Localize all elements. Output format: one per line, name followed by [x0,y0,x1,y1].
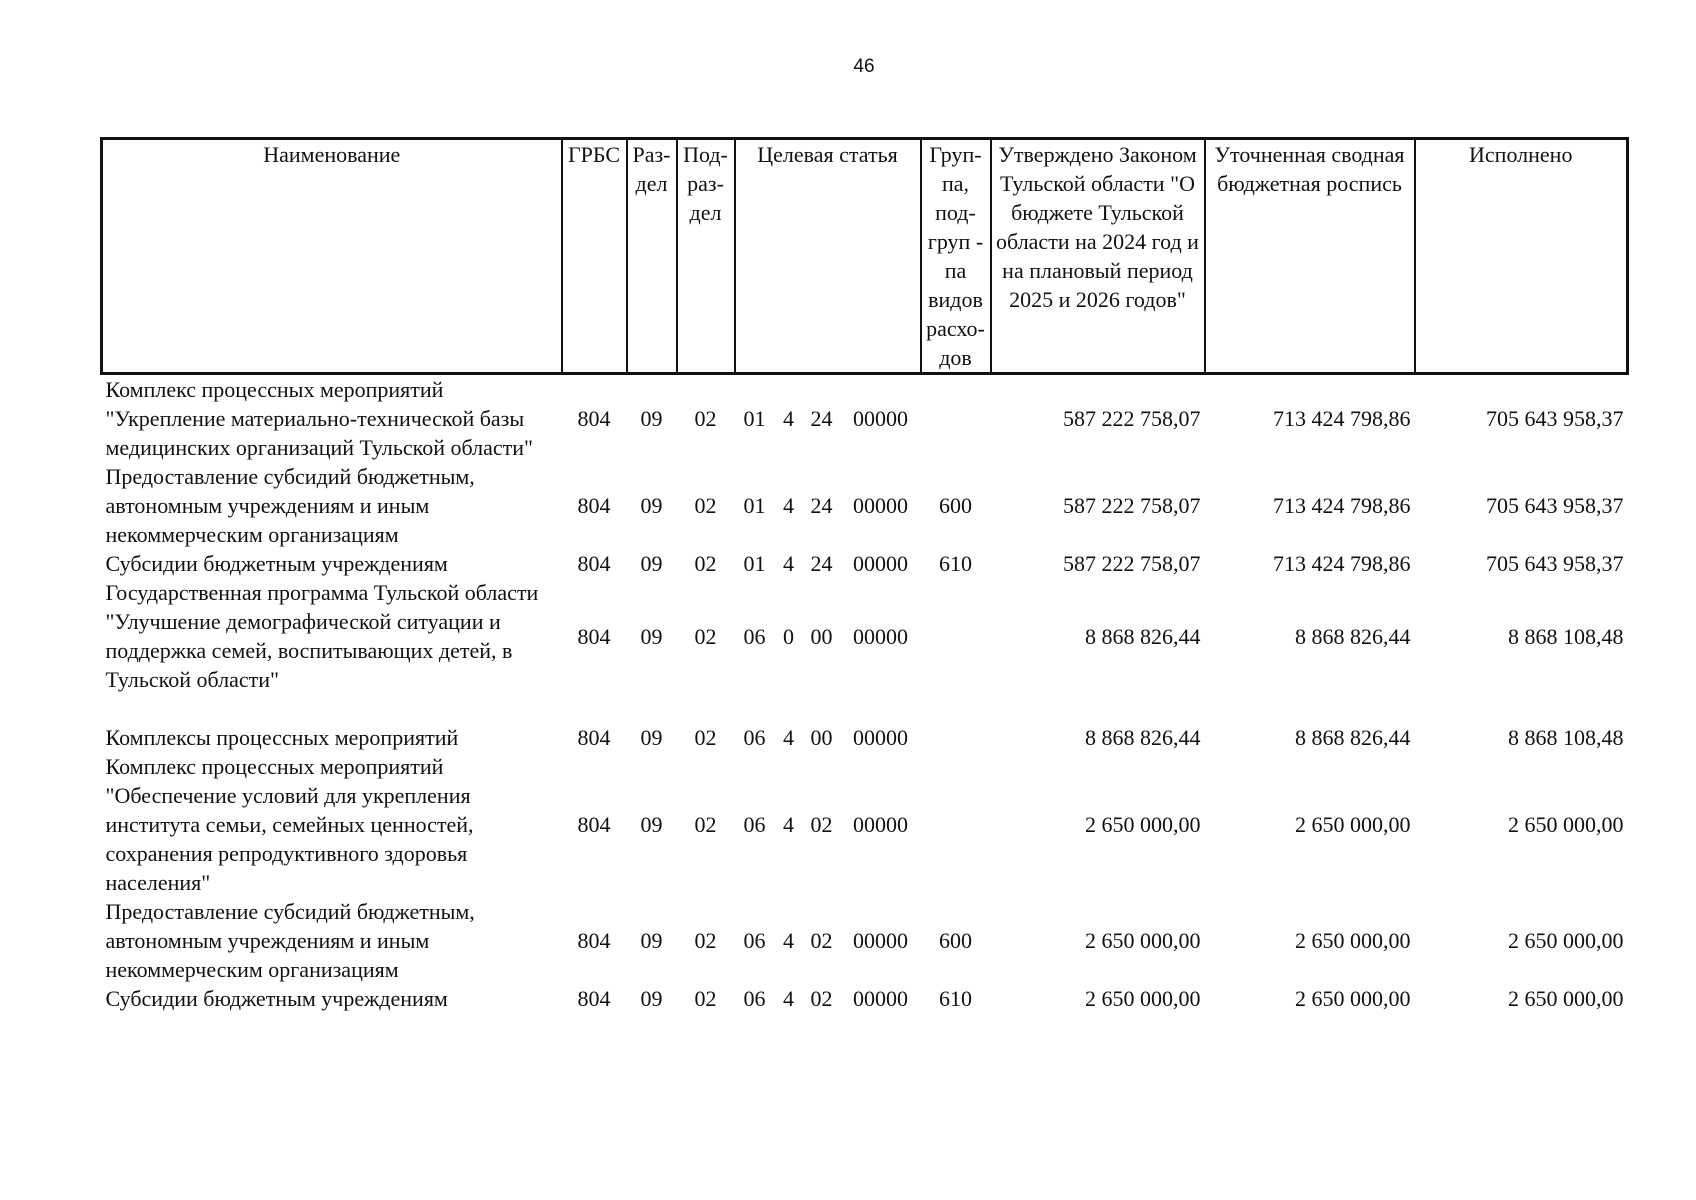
header-name: Наименование [102,139,562,374]
cell-name: Комплексы процессных мероприятий [105,725,459,750]
budget-table [100,137,1629,1013]
cell-specified: 8 868 826,44 [1295,623,1411,649]
cell-specified: 2 650 000,00 [1295,812,1411,837]
cell-vid-rashodov: 600 [939,493,972,518]
cell-razdel: 09 [640,551,663,576]
cell-cs-type: 4 [783,493,794,518]
cell-name: Государственная программа Тульской области "Улучшение демографической ситуации и поддержка семей, воспитывающих детей, в Тульской области" [105,580,539,692]
cell-grbs: 804 [577,928,611,953]
cell-cs-type: 4 [783,725,794,750]
cell-name: Субсидии бюджетным учреждениям [105,551,448,576]
cell-podrazdel: 02 [694,986,717,1011]
cell-razdel: 09 [640,493,663,518]
cell-cs-direction: 00000 [853,493,908,518]
cell-cs-type: 4 [783,812,794,837]
cell-approved: 587 222 758,07 [1063,406,1201,431]
cell-vid-rashodov [921,723,991,752]
cell-name: Комплекс процессных мероприятий "Укрепление материально-технической базы медицинских организаций Тульской области" [105,377,534,460]
cell-name: Предоставление субсидий бюджетным, автономным учреждениям и иным некоммерческим организациям [105,899,475,982]
cell-cs-type: 4 [783,986,794,1011]
cell-cs-structure: 02 [810,812,833,837]
table-row [102,374,1628,463]
table-row [102,723,1628,752]
cell-razdel: 09 [640,725,663,750]
cell-name: Субсидии бюджетным учреждениям [105,986,448,1011]
cell-cs-direction: 00000 [853,623,908,649]
page-number: 46 [853,56,875,77]
cell-executed: 705 643 958,37 [1486,406,1624,431]
cell-approved: 8 868 826,44 [1085,623,1201,649]
cell-grbs: 804 [577,493,611,518]
cell-specified: 713 424 798,86 [1273,406,1411,431]
cell-razdel: 09 [640,406,663,431]
cell-approved: 587 222 758,07 [1063,551,1201,576]
cell-cs-program: 06 [743,725,766,750]
table-row [102,984,1628,1013]
header-grbs: ГРБС [562,139,627,374]
cell-cs-structure: 24 [810,493,833,518]
cell-cs-program: 06 [743,986,766,1011]
table-row [102,462,1628,549]
table-body [102,374,1628,1014]
cell-razdel: 09 [640,812,663,837]
cell-podrazdel: 02 [694,551,717,576]
cell-cs-structure: 02 [810,986,833,1011]
cell-vid-rashodov [921,752,991,897]
header-podrazdel: Под-раз-дел [677,139,735,374]
cell-specified: 2 650 000,00 [1295,986,1411,1011]
cell-cs-structure: 02 [810,928,833,953]
cell-cs-program: 01 [743,406,766,431]
cell-cs-program: 06 [743,928,766,953]
cell-cs-direction: 00000 [853,812,908,837]
cell-vid-rashodov: 610 [939,986,972,1011]
cell-podrazdel: 02 [694,623,717,649]
cell-cs-direction: 00000 [853,725,908,750]
cell-cs-structure: 24 [810,551,833,576]
cell-cs-type: 4 [783,551,794,576]
cell-grbs: 804 [577,725,611,750]
table-header [102,139,1628,374]
cell-vid-rashodov: 600 [939,928,972,953]
header-executed: Исполнено [1415,139,1628,374]
table-row [102,578,1628,723]
cell-cs-direction: 00000 [853,928,908,953]
cell-razdel: 09 [640,928,663,953]
cell-name: Предоставление субсидий бюджетным, автономным учреждениям и иным некоммерческим организациям [105,464,475,547]
cell-razdel: 09 [640,623,663,649]
cell-cs-program: 01 [743,493,766,518]
cell-razdel: 09 [640,986,663,1011]
cell-specified: 2 650 000,00 [1295,928,1411,953]
cell-grbs: 804 [577,406,611,431]
cell-cs-structure: 00 [810,725,833,750]
cell-approved: 8 868 826,44 [1085,725,1201,750]
cell-grbs: 804 [577,623,611,649]
cell-podrazdel: 02 [694,812,717,837]
table-row [102,752,1628,897]
cell-cs-program: 01 [743,551,766,576]
cell-cs-direction: 00000 [853,551,908,576]
cell-executed: 705 643 958,37 [1486,551,1624,576]
cell-grbs: 804 [577,812,611,837]
header-celevaya-statya: Целевая статья [735,139,921,374]
cell-cs-program: 06 [743,623,766,649]
cell-executed: 2 650 000,00 [1508,986,1624,1011]
cell-cs-program: 06 [743,812,766,837]
cell-cs-type: 0 [783,623,794,649]
cell-executed: 705 643 958,37 [1486,493,1624,518]
cell-executed: 2 650 000,00 [1508,928,1624,953]
header-vid-rashodov: Груп-па, под-груп - па видов расхо-дов [921,139,991,374]
cell-podrazdel: 02 [694,406,717,431]
cell-grbs: 804 [577,986,611,1011]
cell-specified: 8 868 826,44 [1295,725,1411,750]
table-row [102,897,1628,984]
cell-vid-rashodov: 610 [939,551,972,576]
cell-approved: 2 650 000,00 [1085,986,1201,1011]
table-row [102,549,1628,578]
cell-cs-direction: 00000 [853,406,908,431]
cell-cs-structure: 00 [810,623,833,649]
cell-podrazdel: 02 [694,493,717,518]
cell-cs-type: 4 [783,928,794,953]
header-specified: Уточненная сводная бюджетная роспись [1205,139,1415,374]
cell-vid-rashodov [921,374,991,463]
header-razdel: Раз-дел [627,139,677,374]
cell-cs-type: 4 [783,406,794,431]
cell-approved: 587 222 758,07 [1063,493,1201,518]
cell-podrazdel: 02 [694,725,717,750]
cell-cs-direction: 00000 [853,986,908,1011]
cell-executed: 2 650 000,00 [1508,812,1624,837]
cell-cs-structure: 24 [810,406,833,431]
cell-name: Комплекс процессных мероприятий "Обеспечение условий для укрепления института семьи, семейных ценностей, сохранения репродуктивного здоровья населения" [105,754,474,895]
cell-grbs: 804 [577,551,611,576]
cell-executed: 8 868 108,48 [1508,725,1624,750]
cell-vid-rashodov [921,578,991,723]
header-approved: Утверждено Законом Тульской области "О бюджете Тульской области на 2024 год и на плановый период 2025 и 2026 годов" [991,139,1205,374]
cell-podrazdel: 02 [694,928,717,953]
cell-approved: 2 650 000,00 [1085,928,1201,953]
cell-executed: 8 868 108,48 [1508,623,1624,649]
cell-specified: 713 424 798,86 [1273,493,1411,518]
cell-approved: 2 650 000,00 [1085,812,1201,837]
cell-specified: 713 424 798,86 [1273,551,1411,576]
